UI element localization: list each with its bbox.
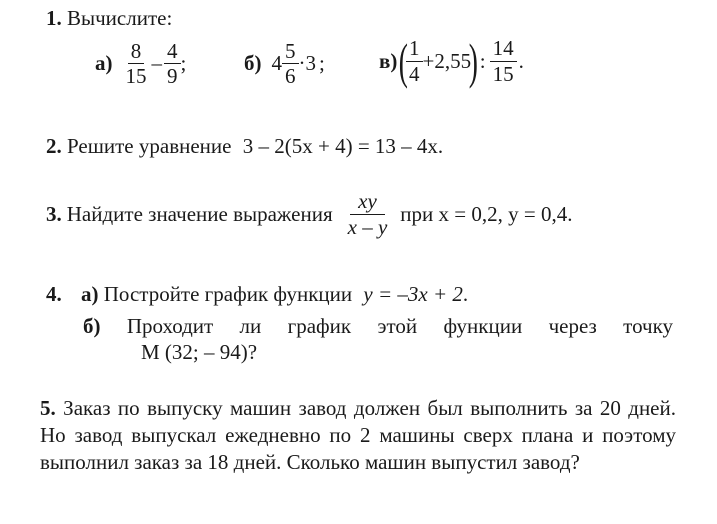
task-2-number: 2. — [46, 134, 62, 158]
fraction-denominator: 15 — [125, 64, 147, 89]
task-1-c-fraction-1 — [406, 37, 423, 84]
task-2-equation: 3 – 2(5x + 4) = 13 – 4x. — [242, 134, 444, 158]
task-4-b-text: Проходит ли график этой функции через точку — [126, 314, 673, 338]
separator: ; — [319, 51, 325, 76]
task-1-b-label: б) — [244, 51, 262, 76]
task-3-condition: при x = 0,2, y = 0,4. — [400, 201, 573, 226]
task-1-a-fraction-1 — [123, 40, 150, 87]
left-paren: ( — [399, 33, 409, 89]
fraction-numerator: 8 — [128, 40, 145, 64]
separator: ; — [180, 51, 187, 76]
task-1-a — [95, 40, 186, 87]
task-1-number: 1. — [46, 6, 62, 30]
task-4-b — [83, 313, 673, 365]
task-5 — [40, 395, 676, 476]
task-3-text: Найдите значение выражения — [66, 201, 333, 226]
task-1-header — [46, 6, 172, 31]
fraction-numerator: 4 — [164, 40, 181, 64]
task-4-b-label: б) — [83, 314, 101, 338]
task-3-fraction — [345, 190, 391, 238]
task-4-b-line-1 — [83, 313, 673, 339]
fraction-numerator: 14 — [490, 37, 517, 61]
fraction-numerator: 1 — [406, 37, 423, 61]
task-5-number: 5. — [40, 396, 56, 420]
fraction-denominator: 6 — [285, 64, 296, 89]
task-2-text: Решите уравнение — [67, 134, 232, 158]
mixed-whole: 4 — [271, 51, 282, 76]
period: . — [518, 48, 524, 73]
task-1-a-label: а) — [95, 51, 113, 76]
task-3-number: 3. — [46, 201, 62, 226]
fraction-denominator: 4 — [409, 61, 420, 86]
task-4-a-formula: y = –3x + 2 — [363, 282, 463, 306]
task-4-a-label: а) — [81, 282, 99, 306]
multiplier: ·3 — [298, 51, 316, 76]
task-4-b-line-2 — [83, 339, 673, 365]
right-paren: ) — [468, 33, 479, 89]
task-1-title: Вычислите: — [67, 6, 173, 30]
fraction-denominator: 9 — [167, 64, 178, 89]
task-1-b — [244, 40, 325, 87]
fraction-numerator: 5 — [282, 40, 299, 64]
task-3 — [46, 190, 572, 238]
task-5-text: Заказ по выпуску машин завод должен был выполнить за 20 дней. Но завод выпускал ежедневно по 2 машины сверх плана и поэтому выполнил заказ за 18 дней. Сколько машин выпустил завод? — [40, 396, 676, 474]
task-4-number: 4. — [46, 282, 62, 306]
fraction-denominator: 15 — [492, 61, 514, 86]
period: . — [462, 282, 469, 306]
task-1-b-fraction — [282, 40, 299, 87]
task-4-b-point: M (32; – 94)? — [141, 340, 258, 364]
plus-term: +2,55 — [422, 48, 472, 73]
division-sign: : — [479, 48, 486, 73]
task-1-c — [379, 33, 524, 89]
task-2 — [46, 134, 443, 159]
task-1-a-fraction-2 — [164, 40, 181, 87]
fraction-numerator: xy — [350, 190, 385, 215]
task-1-c-fraction-2 — [490, 37, 517, 84]
task-4-a-text: Постройте график функции — [103, 282, 353, 306]
task-4-a — [46, 282, 468, 307]
task-1-c-label: в) — [379, 48, 398, 73]
fraction-denominator: x – y — [347, 215, 388, 240]
minus-sign: – — [151, 51, 162, 76]
